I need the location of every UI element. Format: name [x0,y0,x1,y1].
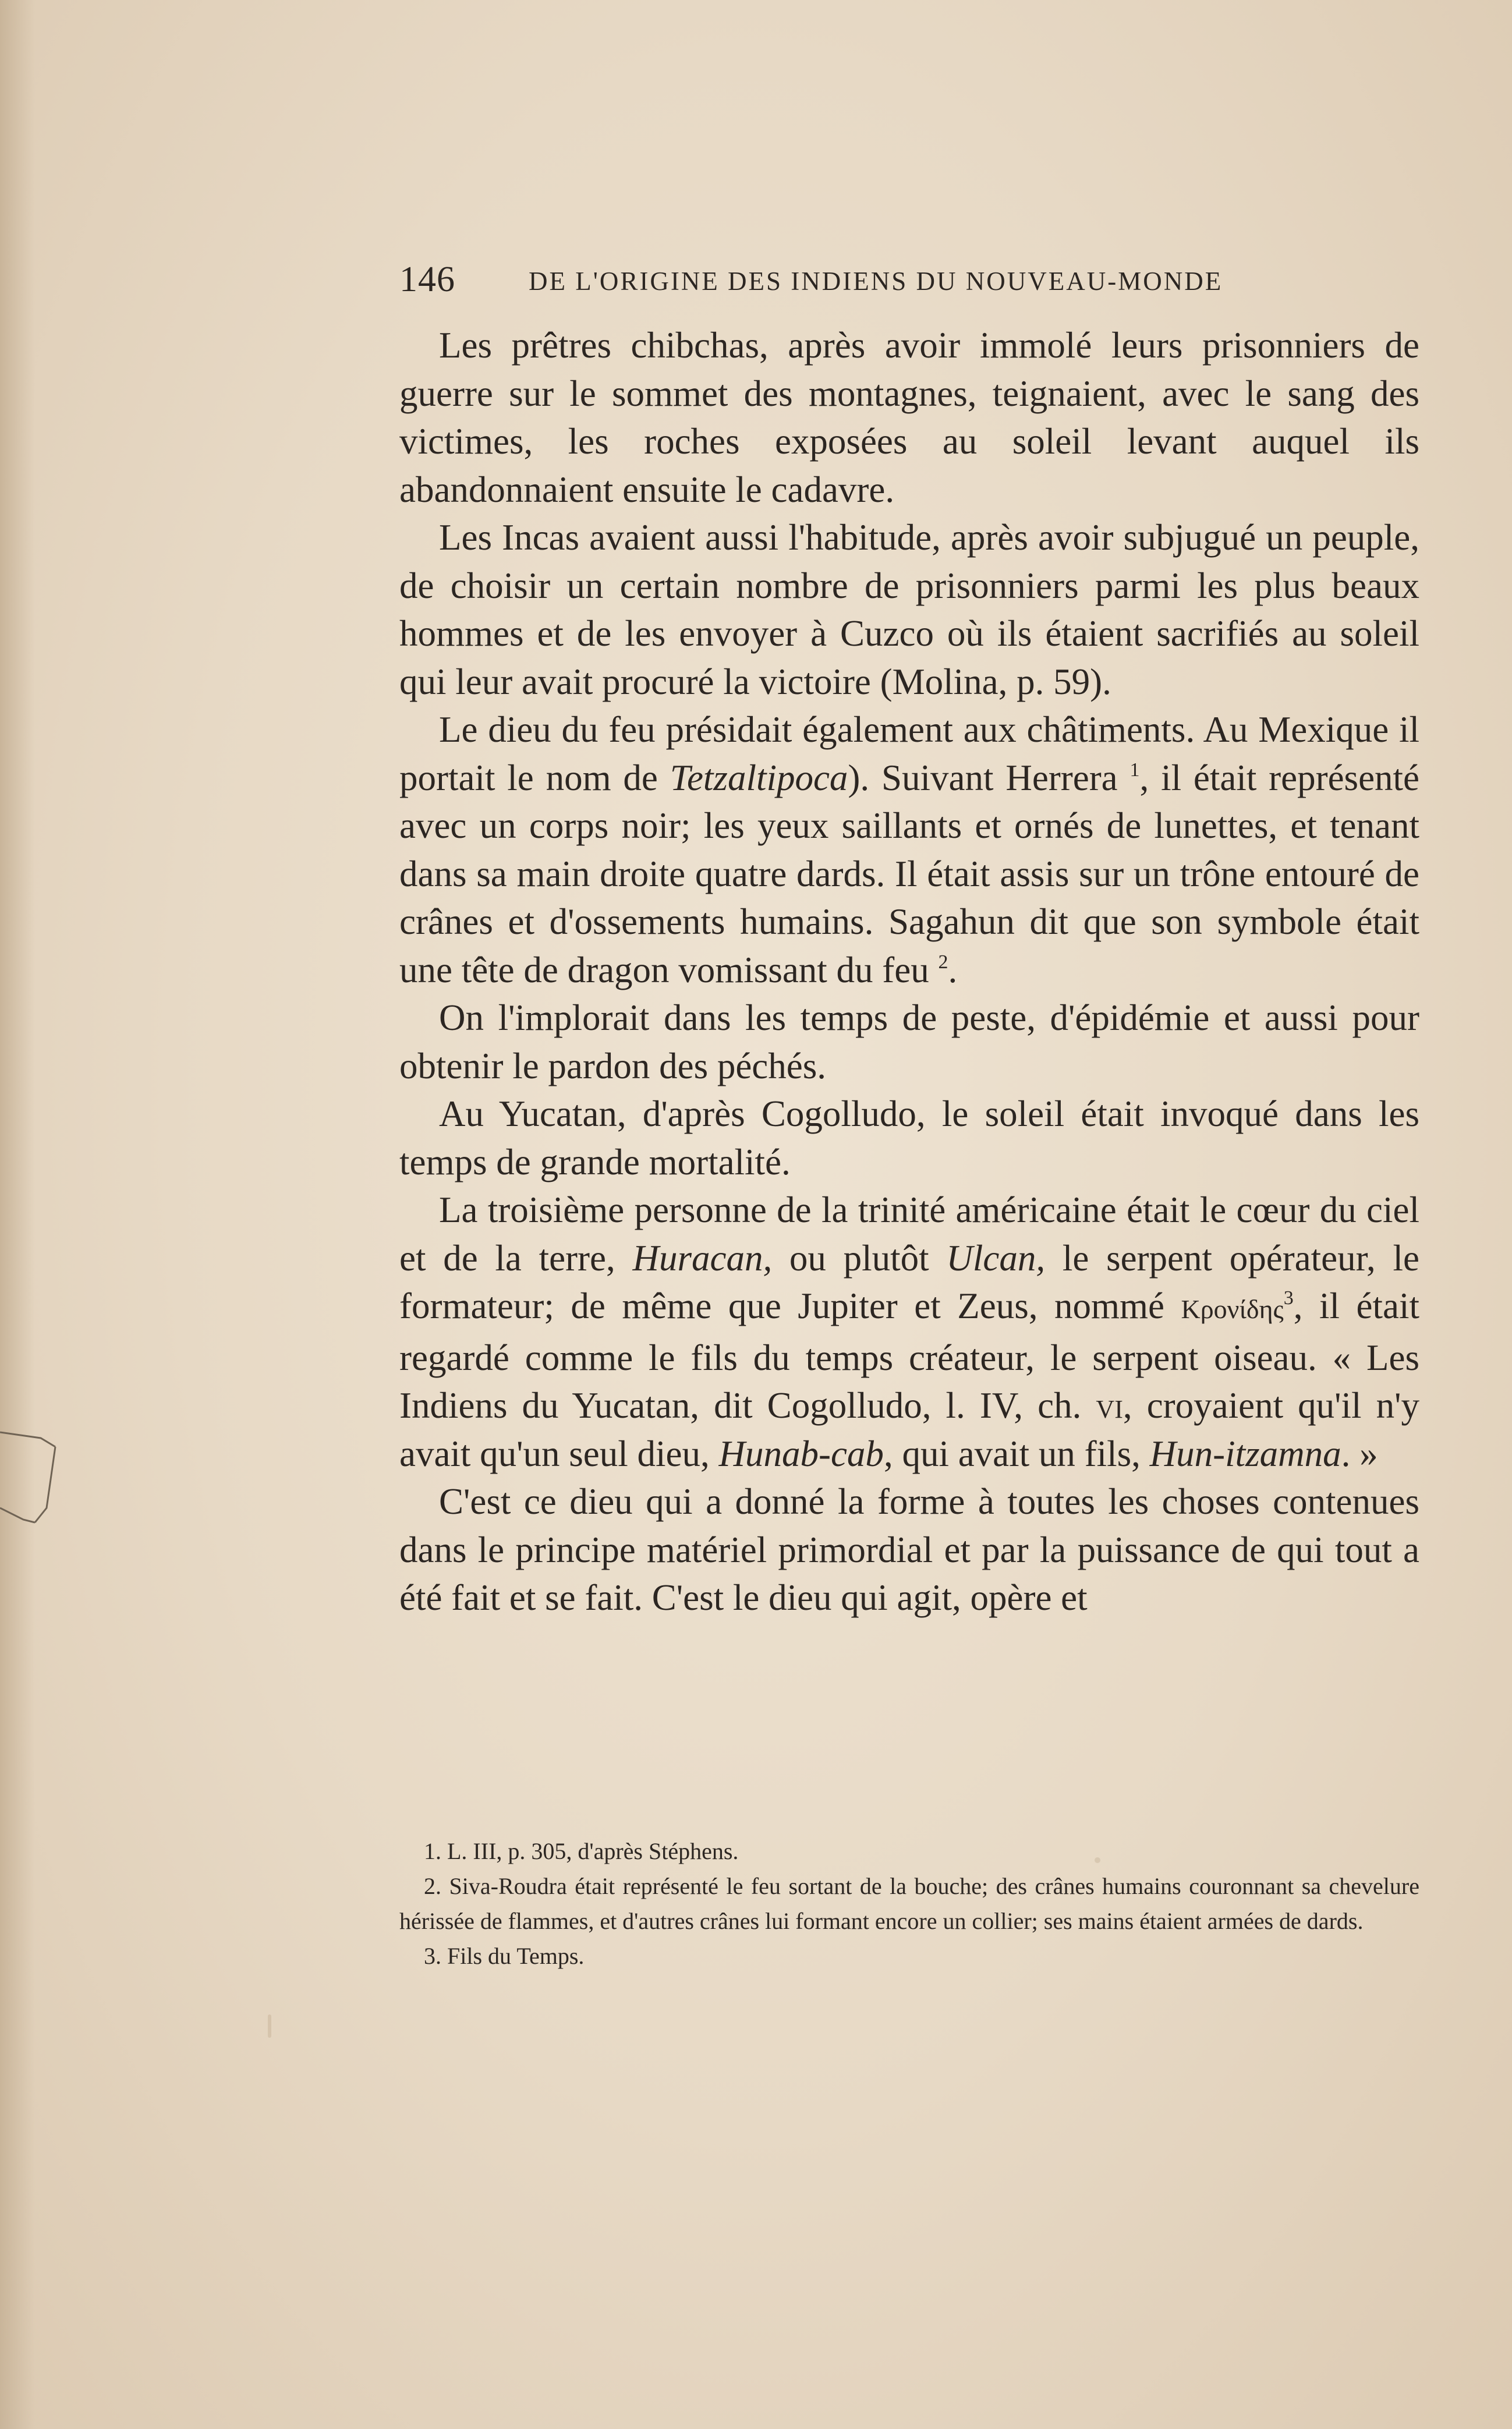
text-run: , qui avait un fils, [883,1433,1150,1474]
paragraph [399,706,1419,994]
italic-name: Hun-itzamna [1149,1433,1341,1474]
footnote: 3. Fils du Temps. [424,1943,585,1969]
text-run: . » [1341,1433,1378,1474]
footnote-reference: 3 [1283,1287,1294,1309]
text-run: ou plutôt [772,1237,947,1279]
page-header [399,259,1419,300]
page-number: 146 [399,260,455,299]
italic-name: Tetzaltipoca [670,757,848,798]
italic-name: Huracan, [632,1237,773,1279]
italic-name: Hunab-cab [718,1433,884,1474]
text-run: , il était représenté avec un corps noir; les yeux saillants et ornés de lunettes, et tenant dans sa main droite quatre dards. Il était assis sur un trône entouré de crânes et d'ossements humains. Sagahun dit que son symbole était une tête de dragon vomissant du feu [399,757,1419,990]
running-title: DE L'ORIGINE DES INDIENS DU NOUVEAU-MONDE [529,267,1223,296]
text-run: Le dieu du feu présidait également aux châtiments. Au Mexique il portait le nom de [399,709,1419,798]
text-run: , croyaient qu'il n'y avait qu'un seul dieu, [399,1385,1419,1474]
footnote-reference: 1 [1129,759,1140,781]
paper-spot [268,2014,271,2038]
paragraph: C'est ce dieu qui a donné la forme à toutes les choses contenues dans le principe matériel primordial et par la puissance de qui tout a été fait et se fait. C'est le dieu qui agit, opère et [399,1481,1419,1618]
body-text [399,321,1419,1622]
footnote: 2. Siva-Roudra était représenté le feu sortant de la bouche; des crânes humains couronnant sa chevelure hérissée de flammes, et d'autres crânes lui formant encore un collier; ses mains étaient armées de dards. [399,1873,1419,1934]
footnote-reference: 2 [938,951,948,973]
paragraph: Les prêtres chibchas, après avoir immolé leurs prisonniers de guerre sur le sommet des montagnes, teignaient, avec le sang des victimes, les roches exposées au soleil levant auquel ils abandonnaient ensuite le cadavre. [399,325,1419,510]
paragraph: Les Incas avaient aussi l'habitude, après avoir subjugué un peuple, de choisir un certain nombre de prisonniers parmi les plus beaux hommes et de les envoyer à Cuzco où ils étaient sacrifiés au soleil qui leur avait procuré la victoire (Molina, p. 59). [399,517,1419,702]
text-run: La troisième personne de la trinité américaine était le cœur du ciel et de la terre, [399,1189,1419,1279]
text-run: le serpent opérateur, le formateur; de même que Jupiter et Zeus, nommé [399,1237,1420,1326]
greek-word: Κρονίδης [1181,1294,1284,1324]
margin-pencil-mark [0,1421,64,1537]
page-edge-shadow [0,0,35,2429]
small-caps-numeral: vi [1096,1385,1123,1426]
footnote: 1. L. III, p. 305, d'après Stéphens. [424,1838,739,1864]
paragraph [399,1186,1419,1478]
italic-name: Ulcan, [946,1237,1046,1279]
paragraph: Au Yucatan, d'après Cogolludo, le soleil était invoqué dans les temps de grande mortalité. [399,1093,1419,1182]
text-run: . [948,949,958,990]
text-run: , il était regardé comme le fils du temps créateur, le serpent oiseau. « Les Indiens du Yucatan, dit Cogolludo, l. IV, ch. [399,1286,1419,1426]
paragraph: On l'implorait dans les temps de peste, d'épidémie et aussi pour obtenir le pardon des péchés. [399,997,1419,1086]
footnotes [399,1834,1419,1974]
text-run: ). Suivant Herrera [848,757,1130,798]
